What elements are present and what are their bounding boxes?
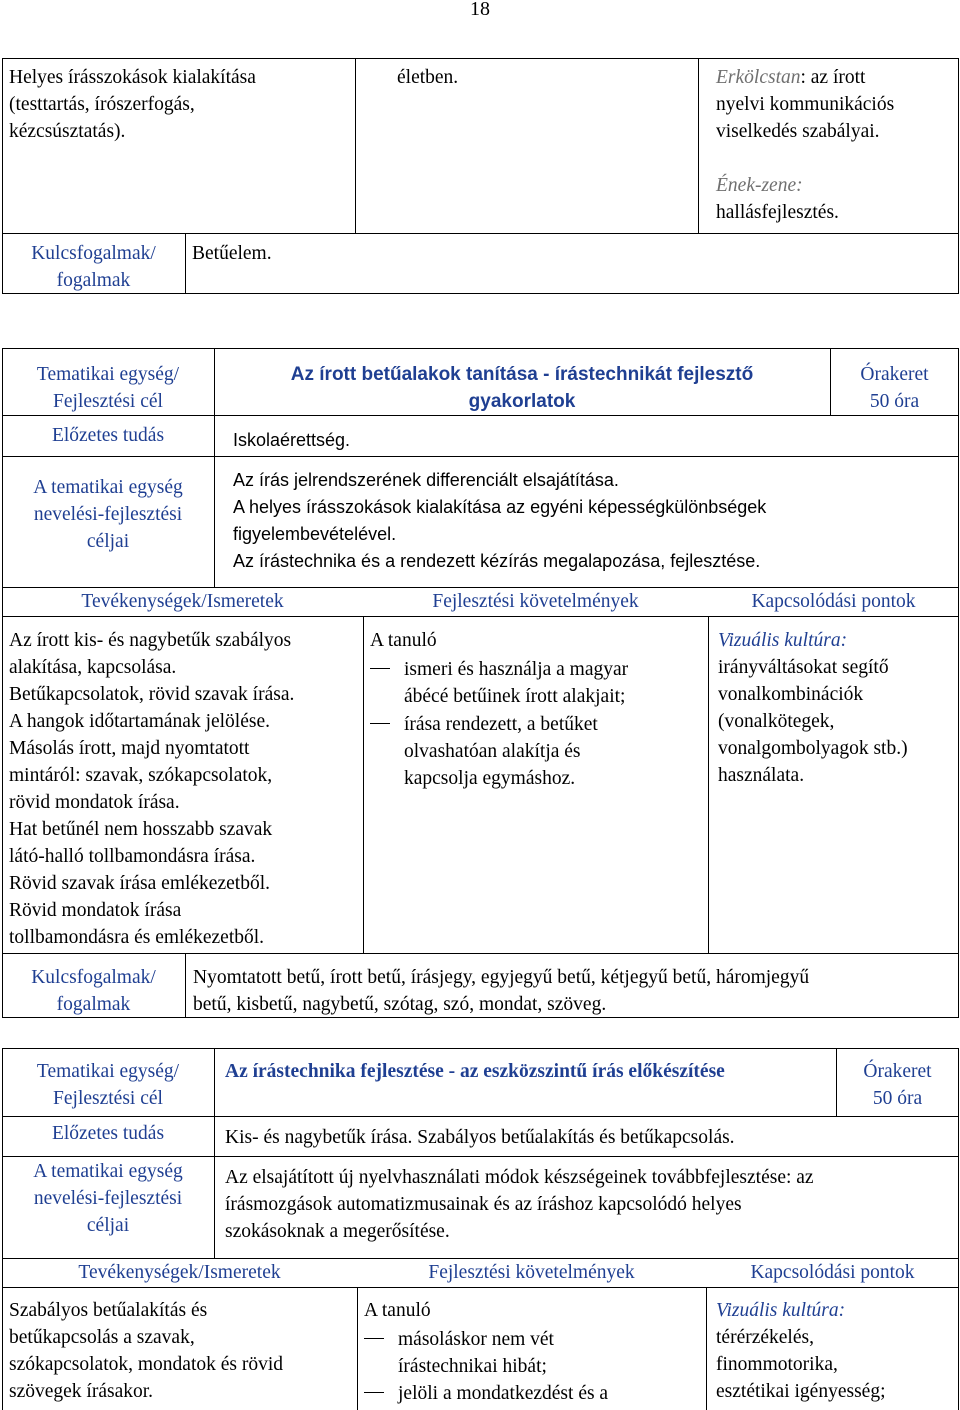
unit1-req-item-2: írása rendezett, a betűket olvashatóan alakítja és kapcsolja egymáshoz. bbox=[404, 714, 598, 789]
unit1-header-activities: Tevékenységek/Ismeretek bbox=[81, 591, 284, 612]
unit1-elozetes-value: Iskolaérettség. bbox=[233, 430, 351, 450]
top-kulcs-label: Kulcsfogalmak/ fogalmak bbox=[31, 243, 156, 291]
unit2-celjai-text: Az elsajátított új nyelvhasználati módok készségeinek továbbfejlesztése: az írásmozgások automatizmusainak és az íráshoz kapcsolódó helyes szokásoknak a megerősítése. bbox=[225, 1167, 814, 1242]
unit2-requirements: A tanuló bbox=[364, 1300, 431, 1321]
page-number: 18 bbox=[470, 0, 490, 20]
unit1-orakeret: Órakeret 50 óra bbox=[860, 364, 929, 412]
unit2-req-item-1: másoláskor nem vét írástechnikai hibát; bbox=[398, 1329, 554, 1377]
top-col3-enek: Ének-zene: hallásfejlesztés. bbox=[716, 175, 839, 223]
unit2-orakeret: Órakeret 50 óra bbox=[863, 1061, 932, 1109]
unit1-title: Az írott betűalakok tanítása - írástechnikát fejlesztő gyakorlatok bbox=[290, 364, 754, 412]
unit1-tematikai-label: Tematikai egység/ Fejlesztési cél bbox=[36, 364, 180, 412]
unit1-elozetes-label: Előzetes tudás bbox=[51, 425, 165, 446]
unit2-celjai-label: A tematikai egység nevelési-fejlesztési céljai bbox=[33, 1161, 183, 1236]
unit1-requirements: A tanuló bbox=[370, 630, 437, 651]
unit1-celjai-text: Az írás jelrendszerének differenciált elsajátítása. A helyes írásszokások kialakítása az egyéni képességkülönbségek figyelembevételével. Az írástechnika és a rendezett kézírás megalapozása, fejlesztése. bbox=[233, 470, 767, 571]
unit2-elozetes-label: Előzetes tudás bbox=[51, 1123, 165, 1144]
top-col1-text: Helyes írásszokások kialakítása (testtartás, írószerfogás, kézcsúsztatás). bbox=[9, 67, 256, 142]
unit2-title: Az írástechnika fejlesztése - az eszközszintű írás előkészítése bbox=[225, 1061, 725, 1082]
unit1-kulcs-value: Nyomtatott betű, írott betű, írásjegy, egyjegyű betű, kétjegyű betű, háromjegyű betű, kisbetű, nagybetű, szótag, szó, mondat, szöveg. bbox=[193, 967, 810, 1015]
unit1-celjai-label: A tematikai egység nevelési-fejlesztési céljai bbox=[33, 477, 183, 552]
top-kulcs-value: Betűelem. bbox=[192, 243, 272, 264]
top-col3-text: Erkölcstan: az írott nyelvi kommunikációs viselkedés szabályai. bbox=[716, 67, 895, 142]
list-dash bbox=[364, 1392, 384, 1393]
unit1-kulcs-label: Kulcsfogalmak/ fogalmak bbox=[31, 967, 156, 1015]
unit1-header-connections: Kapcsolódási pontok bbox=[751, 591, 916, 612]
unit2-tematikai-label: Tematikai egység/ Fejlesztési cél bbox=[36, 1061, 180, 1109]
unit2-connections: Vizuális kultúra: térérzékelés, finommotorika, esztétikai igényesség; bbox=[716, 1300, 886, 1402]
unit2-req-item-2: jelöli a mondatkezdést és a bbox=[398, 1383, 609, 1404]
unit2-activities: Szabályos betűalakítás és betűkapcsolás a szavak, szókapcsolatok, mondatok és rövid szövegek írásakor. bbox=[9, 1300, 284, 1402]
unit2-header-requirements: Fejlesztési követelmények bbox=[428, 1262, 635, 1283]
list-dash bbox=[370, 723, 390, 724]
unit2-header-activities: Tevékenységek/Ismeretek bbox=[78, 1262, 281, 1283]
unit2-elozetes-value: Kis- és nagybetűk írása. Szabályos betűalakítás és betűkapcsolás. bbox=[225, 1127, 735, 1148]
top-col2-text: életben. bbox=[397, 67, 459, 88]
unit1-header-requirements: Fejlesztési követelmények bbox=[432, 591, 639, 612]
unit1-req-item-1: ismeri és használja a magyar ábécé betűinek írott alakjait; bbox=[404, 659, 629, 707]
unit1-connections: Vizuális kultúra: irányváltásokat segítő vonalkombinációk (vonalkötegek, vonalgombolyagok stb.) használata. bbox=[718, 630, 908, 786]
list-dash bbox=[364, 1338, 384, 1339]
unit2-header-connections: Kapcsolódási pontok bbox=[750, 1262, 915, 1283]
list-dash bbox=[370, 668, 390, 669]
unit1-activities: Az írott kis- és nagybetűk szabályos alakítása, kapcsolása. Betűkapcsolatok, rövid szavak írása. A hangok időtartamának jelölése. Másolás írott, majd nyomtatott mintáról: szavak, szókapcsolatok, rövid mondatok írása. Hat betűnél nem hosszabb szavak látó-halló tollbamondásra írása. Rövid szavak írása emlékezetből. Rövid mondatok írása tollbamondásra és emlékezetből. bbox=[9, 630, 295, 948]
